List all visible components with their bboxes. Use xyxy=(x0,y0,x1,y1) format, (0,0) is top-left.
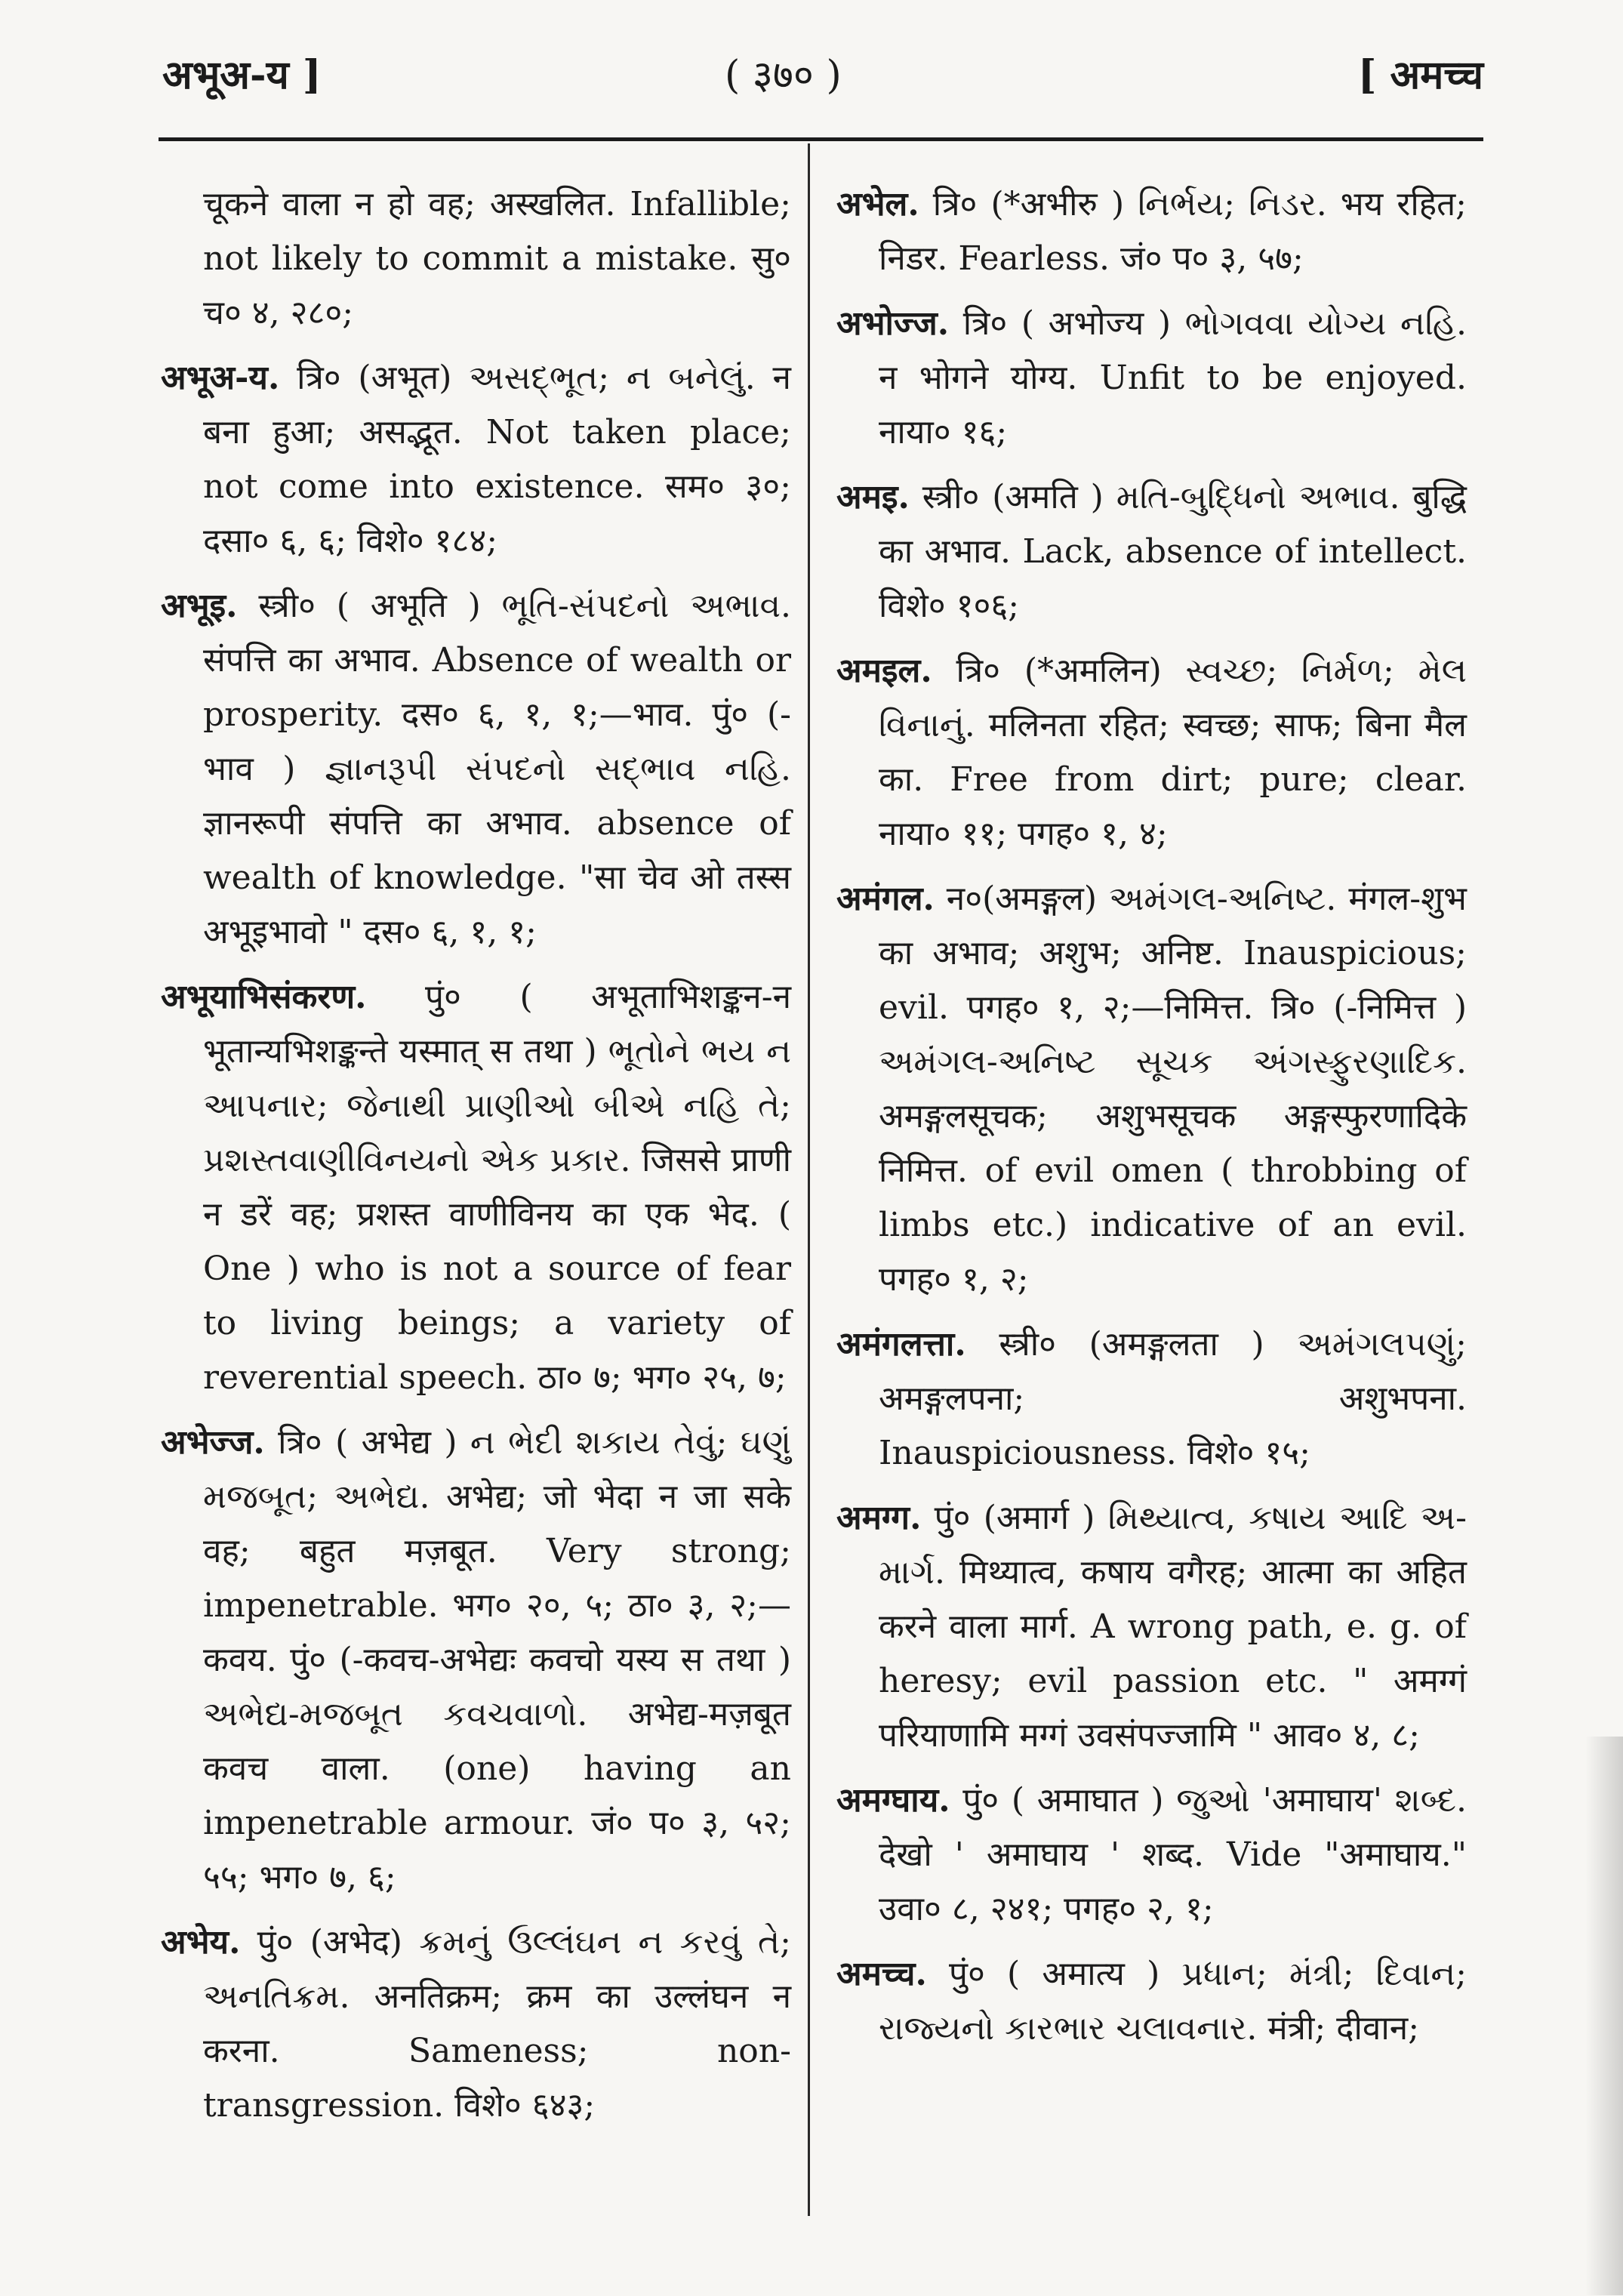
page-number: ( ३७० ) xyxy=(725,53,842,98)
dictionary-entry xyxy=(161,1915,791,2133)
entry-headword: अभूयाभिसंकरण. xyxy=(161,978,367,1016)
dictionary-entry xyxy=(161,579,791,960)
right-guide-word: [ अमच्च xyxy=(1357,52,1483,98)
entry-headword: अमइ. xyxy=(836,478,910,516)
left-guide-word: अभूअ-य ] xyxy=(162,52,322,98)
entry-headword: अभेज्ज. xyxy=(161,1423,265,1462)
dictionary-entry xyxy=(836,297,1467,460)
dictionary-entry xyxy=(836,470,1467,633)
entry-headword: अभोज्ज. xyxy=(836,304,950,343)
entry-text: न०(अमङ्गल) અમંગલ-અનિષ્ટ. मंगल-शुभ का अभाव; अशुभ; अनिष्ट. Inauspicious; evil. पगह० १, २;—निमित्त. त्रि० (-निमित्त ) અમંગલ-અનિષ્ટ સૂચક અંગસ્ફુરણાદિક. अमङ्गलसूचक; अशुभसूचक अङ्गस्फुरणादिके निमित्त. of evil omen ( throbbing of limbs etc.) indicative of an evil. पगह० १, २; xyxy=(879,880,1467,1299)
entry-headword: अमग्घाय. xyxy=(836,1781,950,1820)
entry-text: स्त्री० (अमति ) મતિ-બુદ્ધિનો અભાવ. बुद्धि का अभाव. Lack, absence of intellect. विशे० १०६; xyxy=(879,478,1467,625)
dictionary-entry xyxy=(161,1416,791,1905)
entry-headword: अमंगलत्ता. xyxy=(836,1325,966,1364)
dictionary-entry xyxy=(161,970,791,1405)
page-header xyxy=(162,47,1483,100)
entry-headword: अभेल. xyxy=(836,185,919,223)
entry-text: त्रि० (अभूत) અસદ્ભૂત; ન બનેલું. न बना हुआ; असद्भूत. Not taken place; not come into existence. सम० ३०; दसा० ६, ६; विशे० १८४; xyxy=(203,359,791,560)
left-column xyxy=(161,177,791,2143)
entry-text: पुं० (अभेद) ક્રમનું ઉલ્લંઘન ન કરવું તે; અનતિક્રમ. अनतिक्रम; क्रम का उल्लंघन न करना. Sameness; non-transgression. विशे० ६४३; xyxy=(203,1923,791,2125)
dictionary-entry xyxy=(836,644,1467,861)
entry-text: त्रि० (*अमलिन) સ્વચ્છ; નિર્મળ; મેલ વિનાનું. मलिनता रहित; स्वच्छ; साफ; बिना मैल का. Free from dirt; pure; clear. नाया० ११; पगह० १, ४; xyxy=(879,652,1467,853)
entry-headword: अमच्च. xyxy=(836,1955,927,1993)
dictionary-entry xyxy=(161,351,791,569)
header-rule xyxy=(159,137,1483,141)
entry-text: स्त्री० ( अभूति ) ભૂતિ-સંપદનો અભાવ. संपत्ति का अभाव. Absence of wealth or prosperity. दस० ६, १, १;—भाव. पुं० (-भाव ) જ્ઞાનરૂપી સંપદનો સદ્ભાવ નહિ. ज्ञानरूपी संपत्ति का अभाव. absence of wealth of knowledge. "सा चेव ओ तस्स अभूइभावो " दस० ६, १, १; xyxy=(203,587,791,951)
dictionary-entry xyxy=(836,872,1467,1307)
entry-text: पुं० ( अमाघात ) જુઓ 'अमाघाय' શબ્દ. देखो ' अमाघाय ' शब्द. Vide "अमाघाय." उवा० ८, २४१; पगह० २, १; xyxy=(879,1781,1467,1928)
entry-headword: अभूइ. xyxy=(161,587,238,625)
dictionary-entry xyxy=(161,177,791,341)
dictionary-entry xyxy=(836,1491,1467,1763)
entry-text: त्रि० ( अभोज्य ) ભોગવવા યોગ્ય નહિ. न भोगने योग्य. Unfit to be enjoyed. नाया० १६; xyxy=(879,304,1467,451)
entry-text: त्रि० (*अभीरु ) નિર્ભય; નિડર. भय रहित; निडर. Fearless. जं० प० ३, ५७; xyxy=(879,185,1467,278)
entry-headword: अभेय. xyxy=(161,1923,241,1962)
dictionary-entry xyxy=(836,177,1467,286)
dictionary-entry xyxy=(836,1947,1467,2056)
right-column xyxy=(836,177,1467,2066)
entry-text: चूकने वाला न हो वह; अस्खलित. Infallible; not likely to commit a mistake. सु० च० ४, २८०; xyxy=(203,185,791,332)
entry-text: त्रि० ( अभेद्य ) ન ભેદી શકાય તેવું; ઘણું મજબૂત; અભેદ્ય. अभेद्य; जो भेदा न जा सके वह; बहुत मज़बूत. Very strong; impenetrable. भग० २०, ५; ठा० ३, २;—कवय. पुं० (-कवच-अभेद्यः कवचो यस्य स तथा ) અભેદ્ય-મજબૂત કવચવાળો. अभेद्य-मज़बूत कवच वाला. (one) having an impenetrable armour. जं० प० ३, ५२; ५५; भग० ७, ६; xyxy=(203,1423,791,1897)
entry-text: पुं० ( अमात्य ) પ્રધાન; મંત્રી; દિવાન; રાજ્યનો કારભાર ચલાવનાર. मंत्री; दीवान; xyxy=(879,1955,1467,2048)
entry-headword: अमंगल. xyxy=(836,880,935,918)
entry-text: पुं० ( अभूताभिशङ्कन-न भूतान्यभिशङ्कन्ते यस्मात् स तथा ) ભૂતોને ભય ન આપનાર; જેનાથી પ્રાણીઓ બીએ નહિ તે; પ્રશસ્તવાણીવિનયનો એક પ્રકાર. जिससे प्राणी न डरें वह; प्रशस्त वाणीविनय का एक भेद. ( One ) who is not a source of fear to living beings; a variety of reverential speech. ठा० ७; भग० २५, ७; xyxy=(203,978,791,1397)
entry-headword: अभूअ-य. xyxy=(161,359,280,397)
entry-headword: अमग्ग. xyxy=(836,1499,922,1537)
entry-headword: अमइल. xyxy=(836,652,932,690)
entry-text: स्त्री० (अमङ्गलता ) અમંગલપણું; अमङ्गलपना; अशुभपना. Inauspiciousness. विशे० १५; xyxy=(879,1325,1467,1472)
dictionary-entry xyxy=(836,1774,1467,1937)
entry-text: पुं० (अमार्ग ) મિથ્યાત્વ, કષાય આદિ અ-માર્ગ. मिथ्यात्व, कषाय वगैरह; आत्मा का अहित करने वाला मार्ग. A wrong path, e. g. of heresy; evil passion etc. " अमग्गं परियाणामि मग्गं उवसंपज्जामि " आव० ४, ८; xyxy=(879,1499,1467,1755)
scan-edge-shadow xyxy=(1585,1737,1623,2295)
column-divider xyxy=(808,143,810,2216)
dictionary-entry xyxy=(836,1318,1467,1481)
